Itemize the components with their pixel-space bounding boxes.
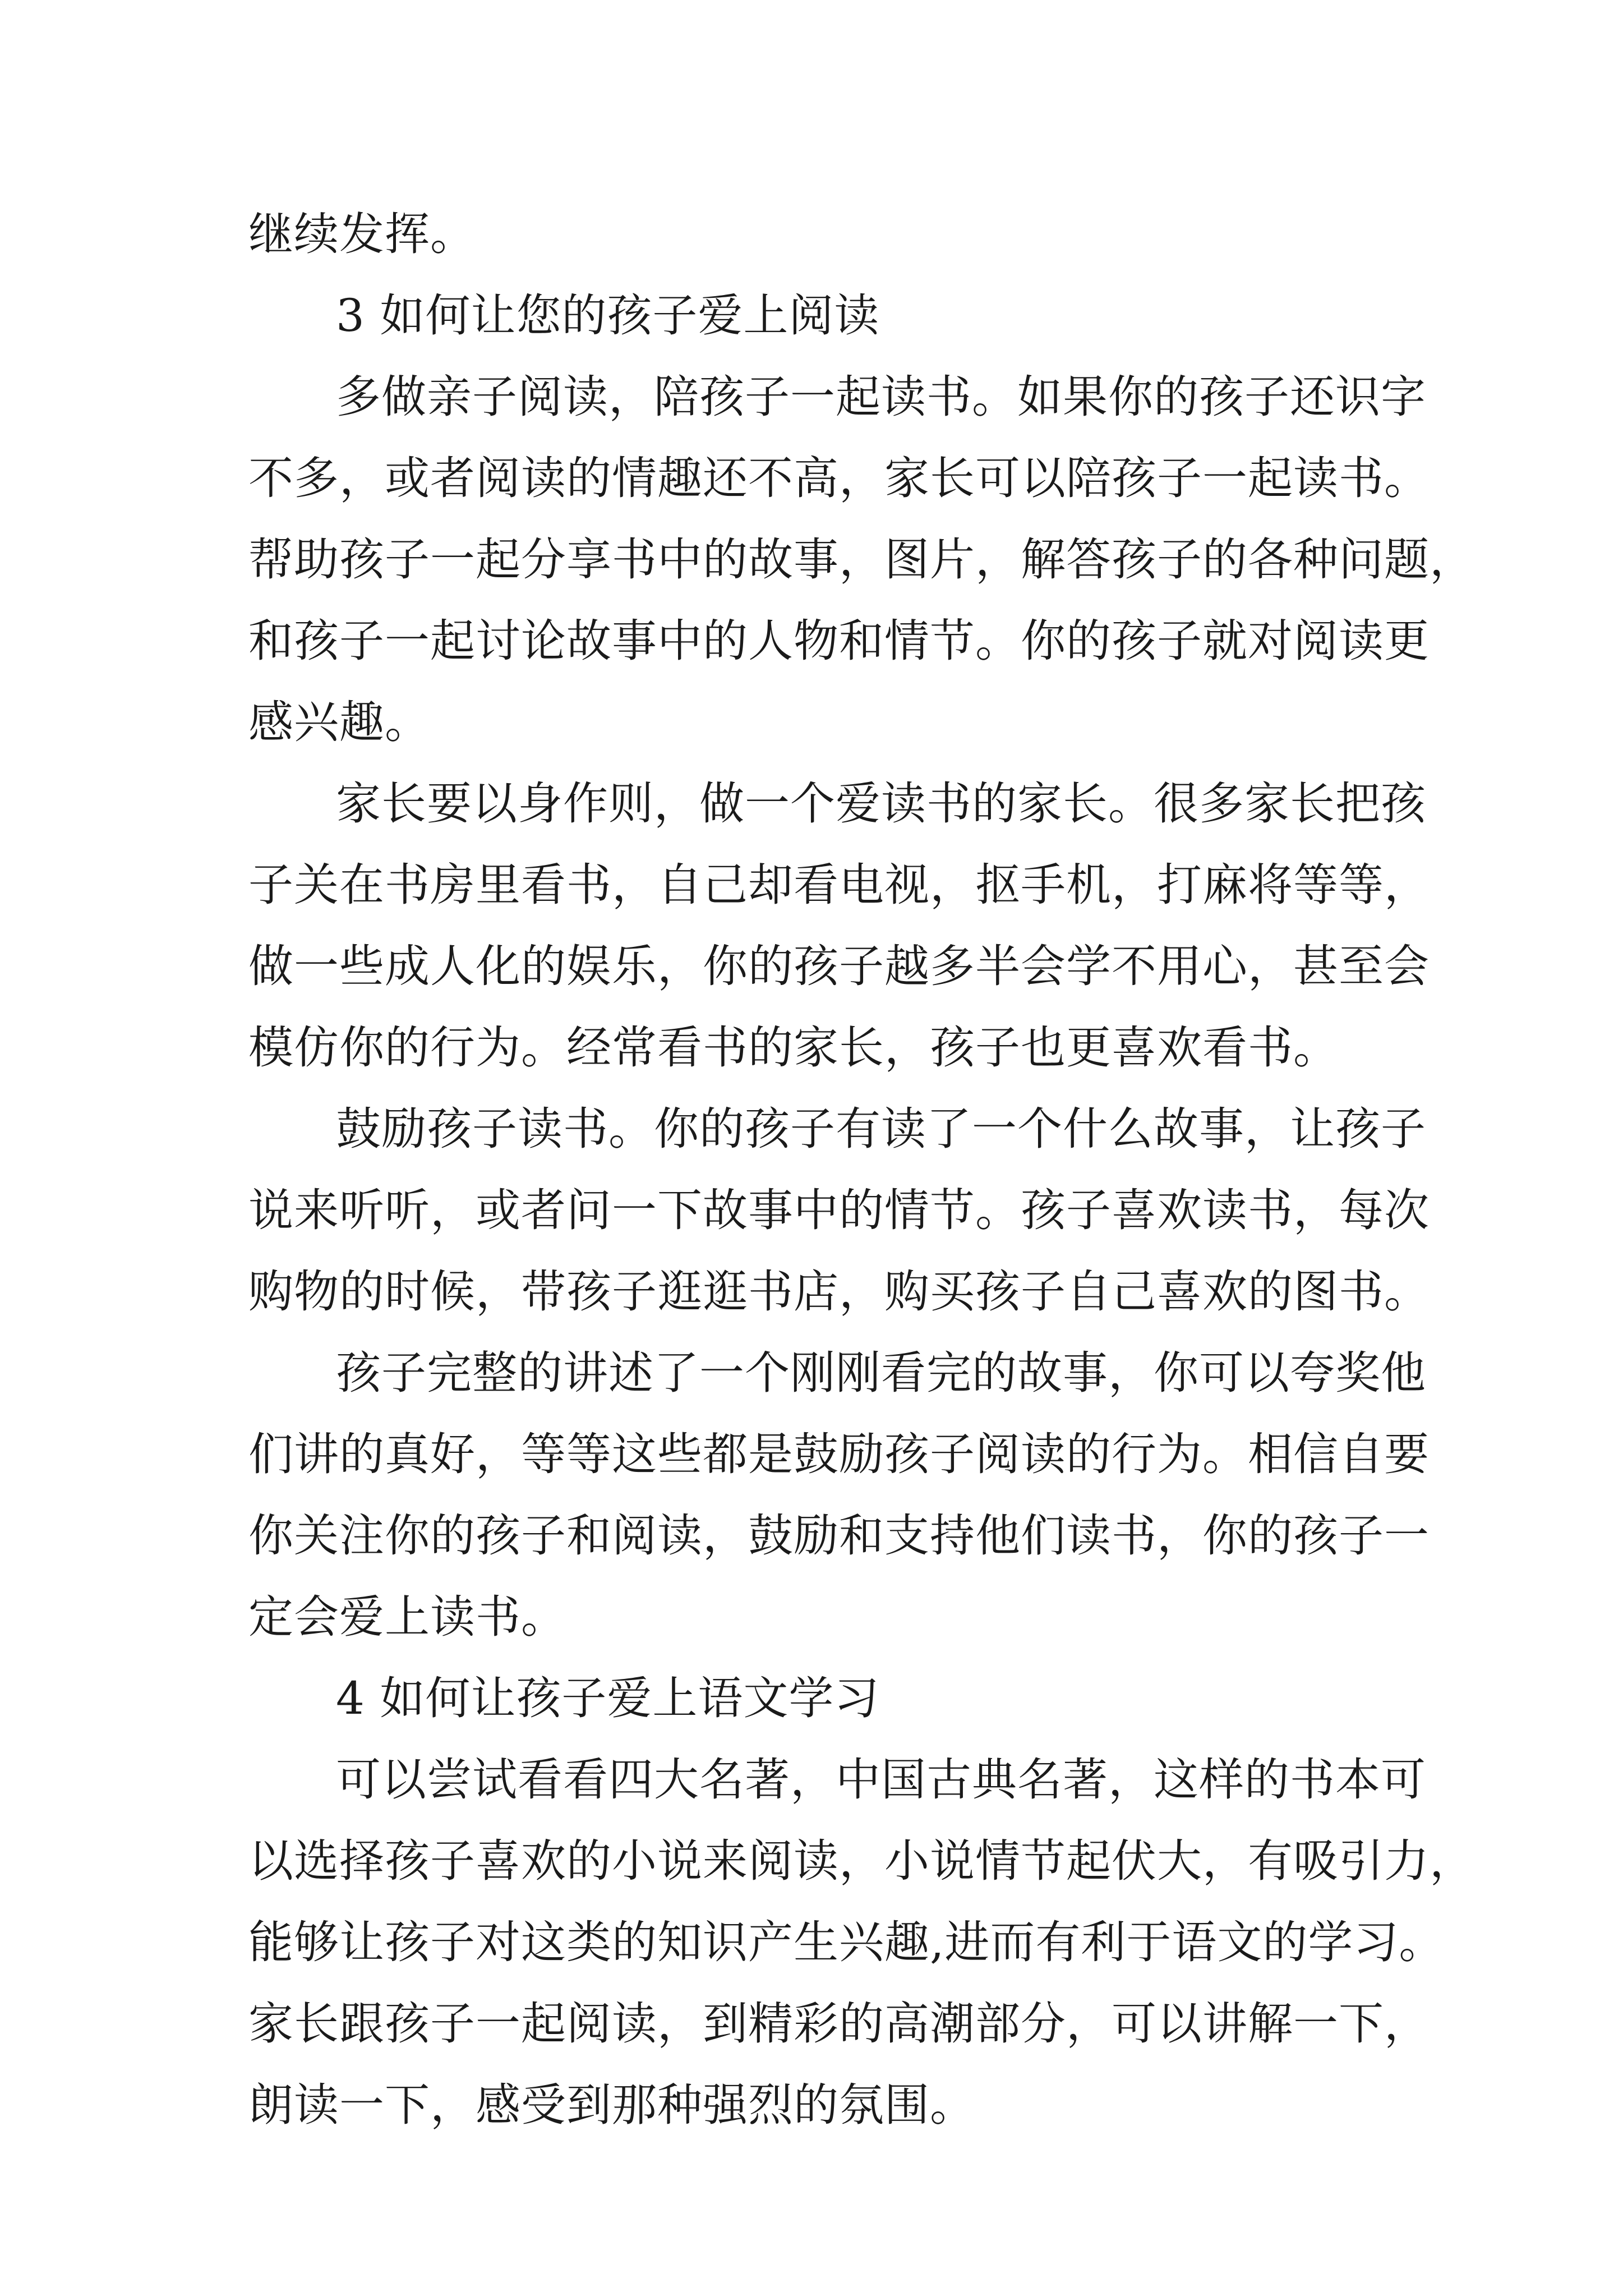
text-line: 模仿你的行为。经常看书的家长，孩子也更喜欢看书。 <box>248 1022 1339 1074</box>
text-line: 家长跟孩子一起阅读，到精彩的高潮部分，可以讲解一下， <box>248 1998 1430 2050</box>
text-line: 你关注你的孩子和阅读，鼓励和支持他们读书，你的孩子一 <box>248 1510 1430 1562</box>
text-line: 说来听听，或者问一下故事中的情节。孩子喜欢读书，每次 <box>248 1184 1430 1236</box>
text-line: 可以尝试看看四大名著，中国古典名著，这样的书本可 <box>336 1754 1426 1806</box>
text-line: 帮助孩子一起分享书中的故事，图片，解答孩子的各种问题， <box>248 533 1475 586</box>
section-heading: 4 如何让孩子爱上语文学习 <box>336 1672 880 1724</box>
text-line: 继续发挥。 <box>248 208 476 260</box>
text-line: 购物的时候，带孩子逛逛书店，购买孩子自己喜欢的图书。 <box>248 1266 1430 1318</box>
text-line: 家长要以身作则，做一个爱读书的家长。很多家长把孩 <box>336 777 1426 830</box>
text-line: 做一些成人化的娱乐，你的孩子越多半会学不用心，甚至会 <box>248 940 1430 992</box>
body-text <box>248 194 1475 2146</box>
text-line: 朗读一下，感受到那种强烈的氛围。 <box>248 2079 975 2131</box>
text-line: 能够让孩子对这类的知识产生兴趣,进而有利于语文的学习。 <box>248 1916 1445 1968</box>
text-line: 子关在书房里看书，自己却看电视，抠手机，打麻将等等， <box>248 859 1430 911</box>
text-line: 以选择孩子喜欢的小说来阅读，小说情节起伏大，有吸引力， <box>248 1835 1475 1887</box>
text-line: 多做亲子阅读，陪孩子一起读书。如果你的孩子还识字 <box>336 371 1426 423</box>
text-line: 感兴趣。 <box>248 696 430 748</box>
text-line: 孩子完整的讲述了一个刚刚看完的故事，你可以夸奖他 <box>336 1347 1426 1399</box>
text-line: 鼓励孩子读书。你的孩子有读了一个什么故事，让孩子 <box>336 1103 1426 1155</box>
text-line: 们讲的真好，等等这些都是鼓励孩子阅读的行为。相信自要 <box>248 1428 1430 1480</box>
text-line: 不多，或者阅读的情趣还不高，家长可以陪孩子一起读书。 <box>248 452 1430 504</box>
text-line: 和孩子一起讨论故事中的人物和情节。你的孩子就对阅读更 <box>248 615 1430 667</box>
text-line: 定会爱上读书。 <box>248 1591 566 1643</box>
section-heading: 3 如何让您的孩子爱上阅读 <box>336 289 880 342</box>
